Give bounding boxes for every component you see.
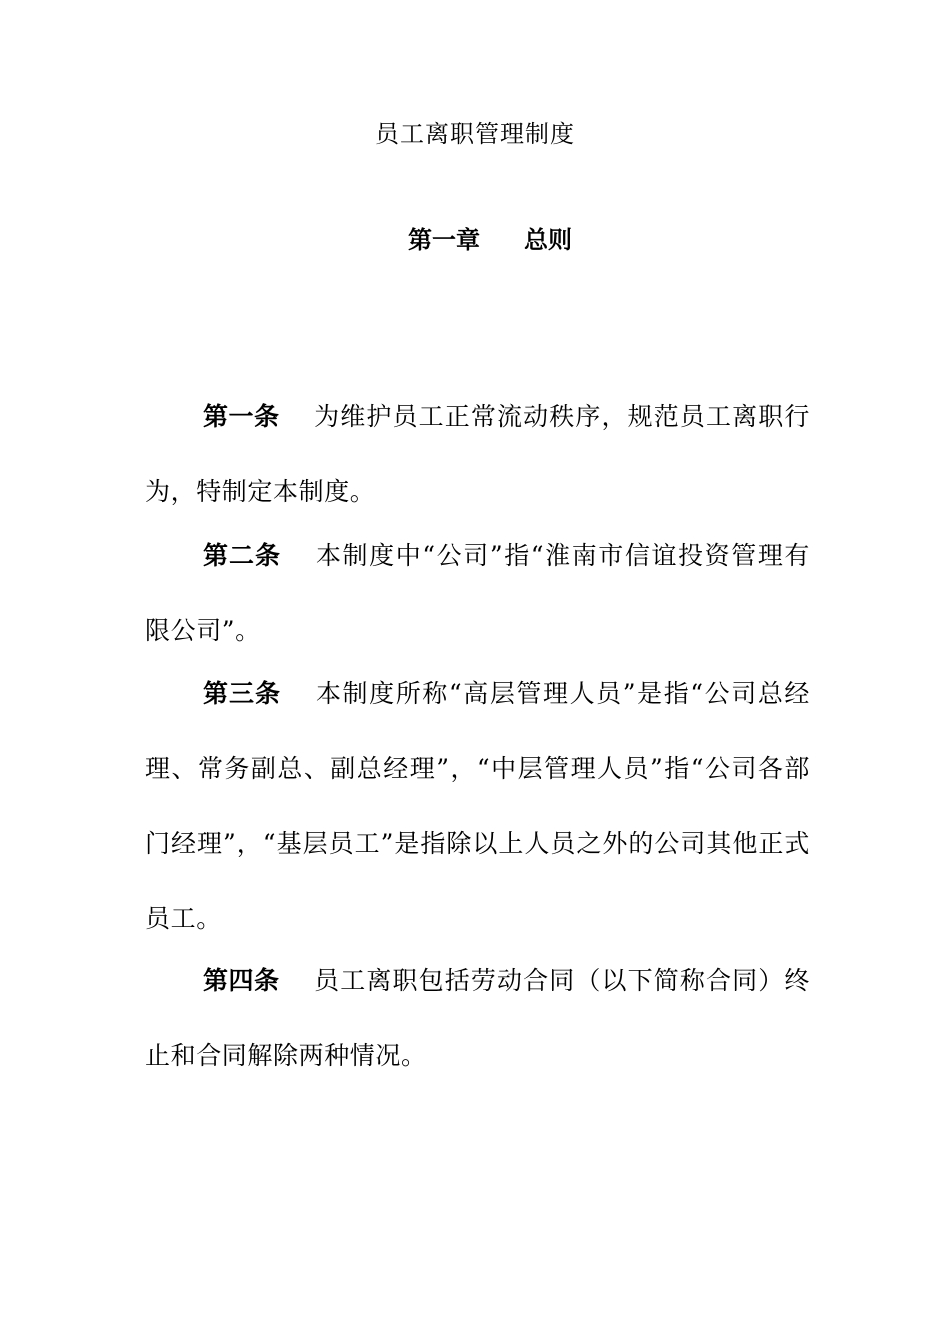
document-title: 员工离职管理制度 <box>375 120 575 148</box>
article-3 <box>145 656 810 956</box>
article-label: 第一条 <box>203 402 280 431</box>
article-text: 本制度所称“高层管理人员”是指“公司总经理、常务副总、副总经理”，“中层管理人员”指“公司各部门经理”，“基层员工”是指除以上人员之外的公司其他正式员工。 <box>145 679 810 933</box>
article-text: 员工离职包括劳动合同（以下简称合同）终止和合同解除两种情况。 <box>145 966 810 1070</box>
article-1 <box>145 379 810 529</box>
chapter-heading <box>0 222 950 258</box>
article-label: 第二条 <box>203 541 281 570</box>
article-label: 第四条 <box>203 966 280 995</box>
article-text: 本制度中“公司”指“淮南市信谊投资管理有限公司”。 <box>145 541 810 645</box>
chapter-title: 总则 <box>524 226 572 254</box>
article-label: 第三条 <box>203 679 281 708</box>
article-text: 为维护员工正常流动秩序，规范员工离职行为，特制定本制度。 <box>145 402 810 506</box>
chapter-number: 第一章 <box>408 226 480 254</box>
article-4 <box>145 943 810 1093</box>
article-2 <box>145 518 810 668</box>
